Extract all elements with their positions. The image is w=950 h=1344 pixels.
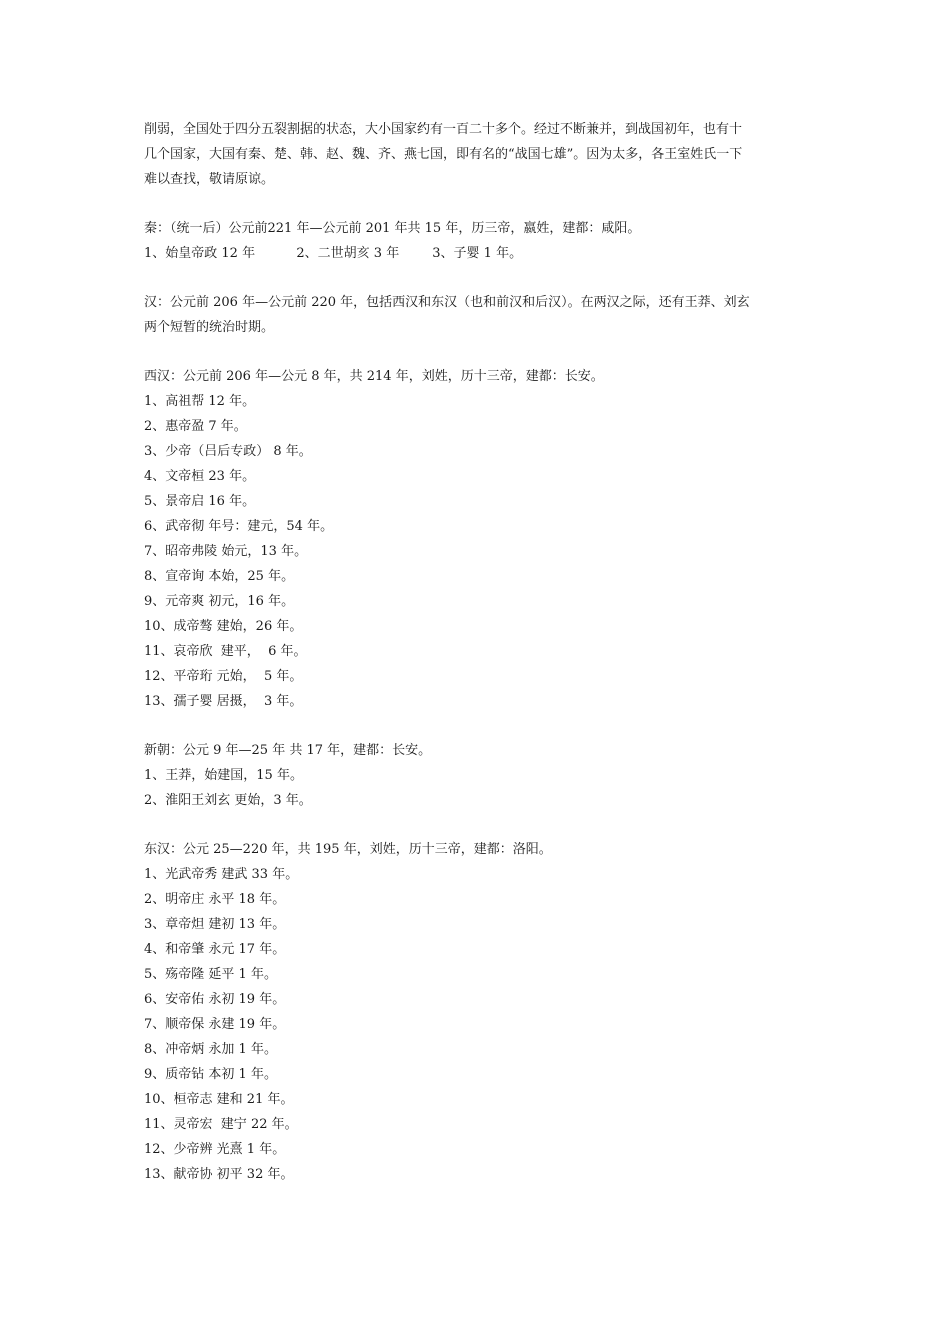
list-item: 1、王莽，始建国，15 年。 <box>144 768 303 783</box>
list-item: 2、淮阳王刘玄 更始，3 年。 <box>144 793 312 808</box>
list-item: 1、高祖帮 12 年。 <box>144 394 256 409</box>
list-item: 2、惠帝盈 7 年。 <box>144 419 247 434</box>
list-item: 13、孺子婴 居摄， 3 年。 <box>144 694 303 709</box>
xin-heading: 新朝：公元 9 年—25 年 共 17 年，建都：长安。 <box>144 743 432 758</box>
paragraph-gap <box>144 813 810 837</box>
document-body <box>144 117 810 1187</box>
list-item: 11、哀帝欣 建平， 6 年。 <box>144 644 307 659</box>
xin-section <box>144 738 810 813</box>
list-item: 12、少帝辨 光熹 1 年。 <box>144 1142 286 1157</box>
list-item: 3、少帝（吕后专政） 8 年。 <box>144 444 312 459</box>
intro-line: 削弱，全国处于四分五裂割据的状态，大小国家约有一百二十多个。经过不断兼并，到战国初年，也有十 <box>144 122 743 137</box>
qin-heading: 秦：（统一后）公元前221 年—公元前 201 年共 15 年，历三帝，嬴姓，建都：咸阳。 <box>144 221 641 236</box>
paragraph-gap <box>144 266 810 290</box>
list-item: 7、顺帝保 永建 19 年。 <box>144 1017 286 1032</box>
list-item: 11、灵帝宏 建宁 22 年。 <box>144 1117 298 1132</box>
list-item: 4、和帝肇 永元 17 年。 <box>144 942 286 957</box>
list-item: 5、景帝启 16 年。 <box>144 494 256 509</box>
list-item: 6、武帝彻 年号：建元，54 年。 <box>144 519 334 534</box>
paragraph-gap <box>144 340 810 364</box>
list-item: 9、质帝钻 本初 1 年。 <box>144 1067 277 1082</box>
list-item: 3、章帝炟 建初 13 年。 <box>144 917 286 932</box>
list-item: 10、桓帝志 建和 21 年。 <box>144 1092 294 1107</box>
han-line: 两个短暂的统治时期。 <box>144 320 275 335</box>
list-item: 12、平帝珩 元始， 5 年。 <box>144 669 303 684</box>
qin-section <box>144 216 810 266</box>
list-item: 1、光武帝秀 建武 33 年。 <box>144 867 299 882</box>
intro-paragraph <box>144 117 810 192</box>
list-item: 4、文帝桓 23 年。 <box>144 469 256 484</box>
western-han-heading: 西汉：公元前 206 年—公元 8 年，共 214 年，刘姓，历十三帝，建都：长安。 <box>144 369 604 384</box>
list-item: 10、成帝骜 建始，26 年。 <box>144 619 303 634</box>
list-item: 9、元帝爽 初元，16 年。 <box>144 594 295 609</box>
western-han-section <box>144 364 810 714</box>
paragraph-gap <box>144 714 810 738</box>
list-item: 8、宣帝询 本始，25 年。 <box>144 569 295 584</box>
intro-line: 几个国家，大国有秦、楚、韩、赵、魏、齐、燕七国，即有名的“战国七雄”。因为太多，各王室姓氏一下 <box>144 147 743 162</box>
intro-line: 难以查找，敬请原谅。 <box>144 172 275 187</box>
han-line: 汉：公元前 206 年—公元前 220 年，包括西汉和东汉（也和前汉和后汉）。在两汉之际，还有王莽、刘玄 <box>144 295 750 310</box>
paragraph-gap <box>144 192 810 216</box>
eastern-han-section <box>144 837 810 1187</box>
list-item: 6、安帝佑 永初 19 年。 <box>144 992 286 1007</box>
list-item: 5、殇帝隆 延平 1 年。 <box>144 967 277 982</box>
han-section <box>144 290 810 340</box>
qin-rulers: 1、始皇帝政 12 年 2、二世胡亥 3 年 3、子婴 1 年。 <box>144 246 523 261</box>
list-item: 13、献帝协 初平 32 年。 <box>144 1167 294 1182</box>
eastern-han-heading: 东汉：公元 25—220 年，共 195 年，刘姓，历十三帝，建都：洛阳。 <box>144 842 552 857</box>
list-item: 2、明帝庄 永平 18 年。 <box>144 892 286 907</box>
list-item: 7、昭帝弗陵 始元，13 年。 <box>144 544 308 559</box>
list-item: 8、冲帝炳 永加 1 年。 <box>144 1042 277 1057</box>
